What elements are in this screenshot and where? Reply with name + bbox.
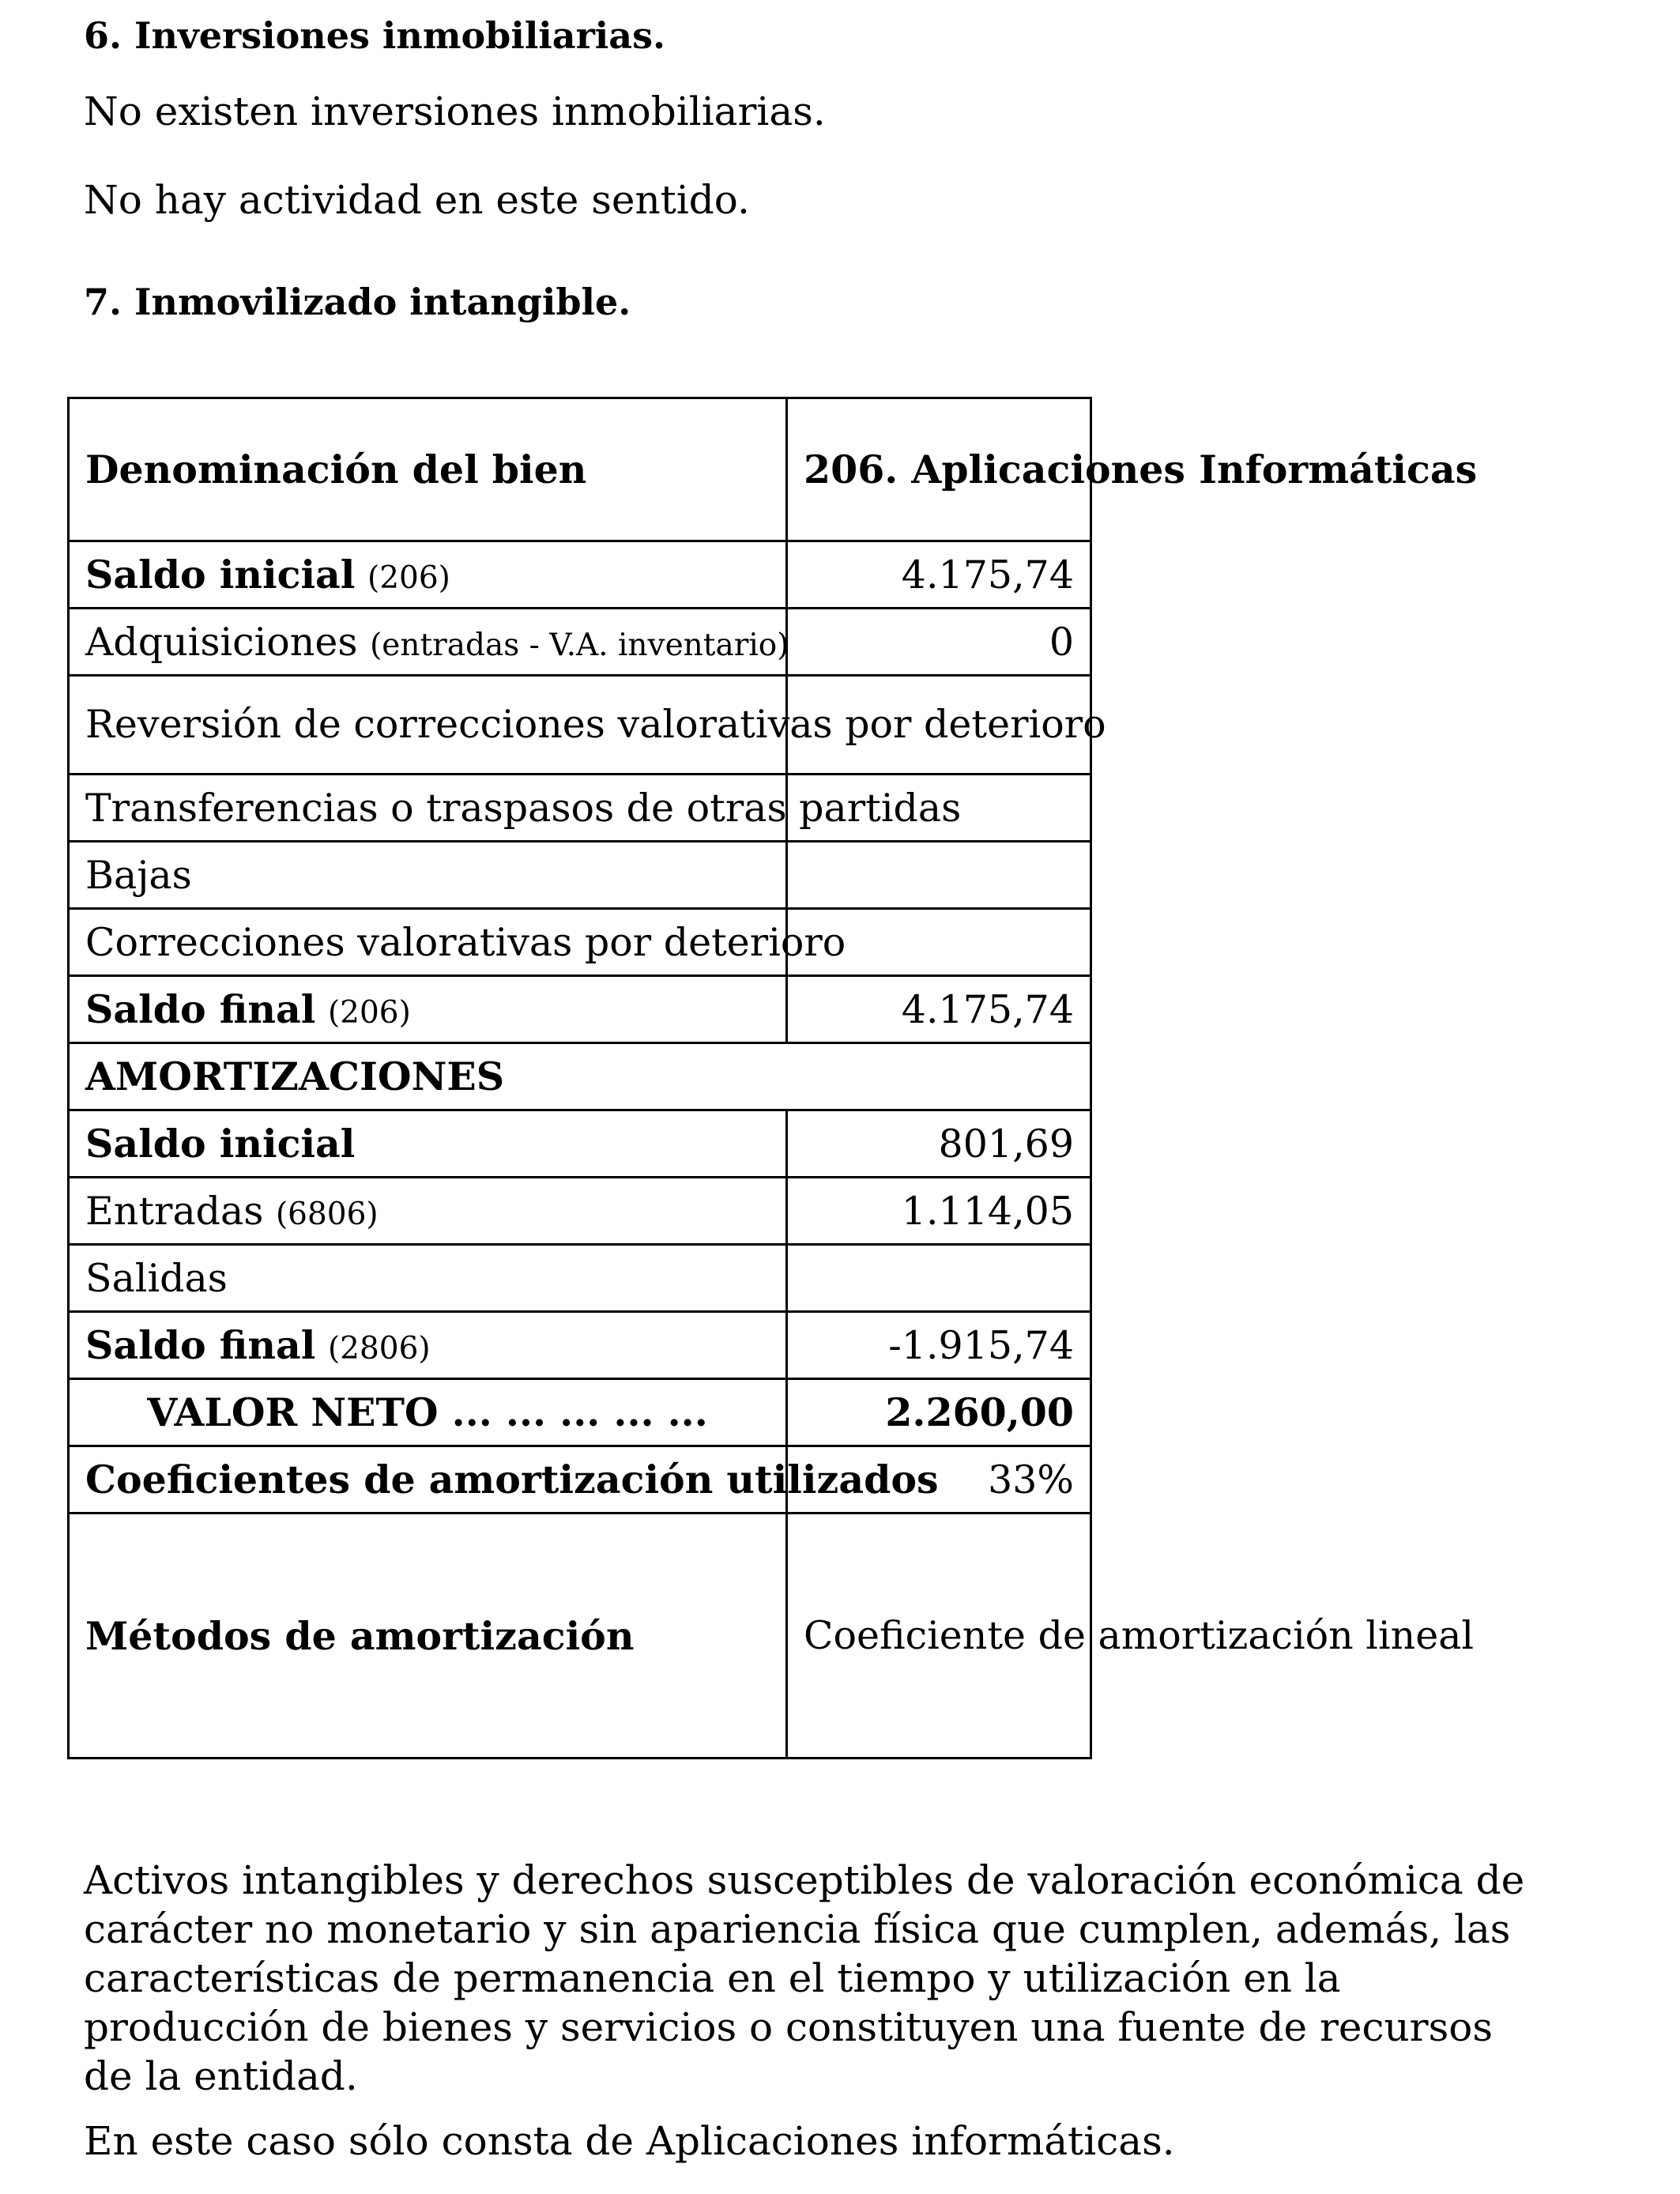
valor-neto-label: VALOR NETO ... ... ... ... ... [69, 1379, 787, 1446]
table-row [69, 775, 1091, 842]
section-6-heading: 6. Inversiones inmobiliarias. [84, 14, 665, 57]
intangible-assets-table [67, 397, 1478, 1759]
table-header-row [69, 398, 1091, 541]
row-value [787, 842, 1091, 909]
row-value: 1.114,05 [787, 1178, 1091, 1245]
row-ref: (2806) [327, 1331, 431, 1367]
header-column-cell: 206. Aplicaciones Informáticas [787, 398, 1091, 541]
row-label: Salidas [69, 1245, 787, 1312]
section-6-text-1: No existen inversiones inmobiliarias. [84, 89, 826, 134]
valor-neto-value: 2.260,00 [787, 1379, 1091, 1446]
section-7-heading: 7. Inmovilizado intangible. [84, 281, 631, 323]
table-row [69, 1312, 1091, 1379]
table-row [69, 676, 1091, 775]
row-label: Entradas [85, 1188, 264, 1234]
row-label: Reversión de correcciones valorativas por deterioro [69, 676, 787, 775]
row-label: Saldo inicial [69, 1110, 787, 1178]
metodos-label: Métodos de amortización [69, 1514, 787, 1759]
table-row [69, 609, 1091, 676]
table-row [69, 541, 1091, 609]
table-row [69, 1245, 1091, 1312]
metodos-value: Coeficiente de amortización lineal [787, 1514, 1091, 1759]
closing-paragraph: En este caso sólo consta de Aplicaciones informáticas. [84, 2118, 1175, 2164]
row-value [787, 1245, 1091, 1312]
row-label: Saldo final [85, 986, 316, 1032]
metodos-row [69, 1514, 1091, 1759]
row-value: -1.915,74 [787, 1312, 1091, 1379]
row-label: Bajas [69, 842, 787, 909]
row-ref: (entradas - V.A. inventario) [370, 627, 789, 663]
coeficientes-value: 33% [787, 1446, 1091, 1514]
row-value: 4.175,74 [787, 541, 1091, 609]
row-label: Transferencias o traspasos de otras partidas [69, 775, 787, 842]
header-label-cell: Denominación del bien [69, 398, 787, 541]
row-value: 4.175,74 [787, 976, 1091, 1043]
table-row [69, 1110, 1091, 1178]
amortizaciones-heading: AMORTIZACIONES [69, 1043, 1091, 1110]
row-label: Saldo final [85, 1322, 316, 1368]
row-value: 801,69 [787, 1110, 1091, 1178]
table-row [69, 1178, 1091, 1245]
coeficientes-label: Coeficientes de amortización utilizados [69, 1446, 787, 1514]
valor-neto-row [69, 1379, 1091, 1446]
coeficientes-row [69, 1446, 1091, 1514]
row-label: Saldo inicial [85, 552, 356, 598]
amortizaciones-heading-row [69, 1043, 1091, 1110]
table-row [69, 976, 1091, 1043]
row-label: Adquisiciones [85, 619, 358, 665]
row-value: 0 [787, 609, 1091, 676]
section-6-text-2: No hay actividad en este sentido. [84, 177, 750, 223]
row-ref: (206) [327, 995, 411, 1031]
description-paragraph: Activos intangibles y derechos susceptibles de valoración económica de carácter no monetario y sin apariencia física que cumplen, además, las características de permanencia en el tiempo y utilización en la producción de bienes y servicios o constituyen una fuente de recursos de la entidad. [84, 1857, 1525, 2099]
row-ref: (6806) [275, 1196, 379, 1232]
table-row [69, 909, 1091, 976]
row-label: Correcciones valorativas por deterioro [69, 909, 787, 976]
row-ref: (206) [367, 560, 450, 596]
table-row [69, 842, 1091, 909]
